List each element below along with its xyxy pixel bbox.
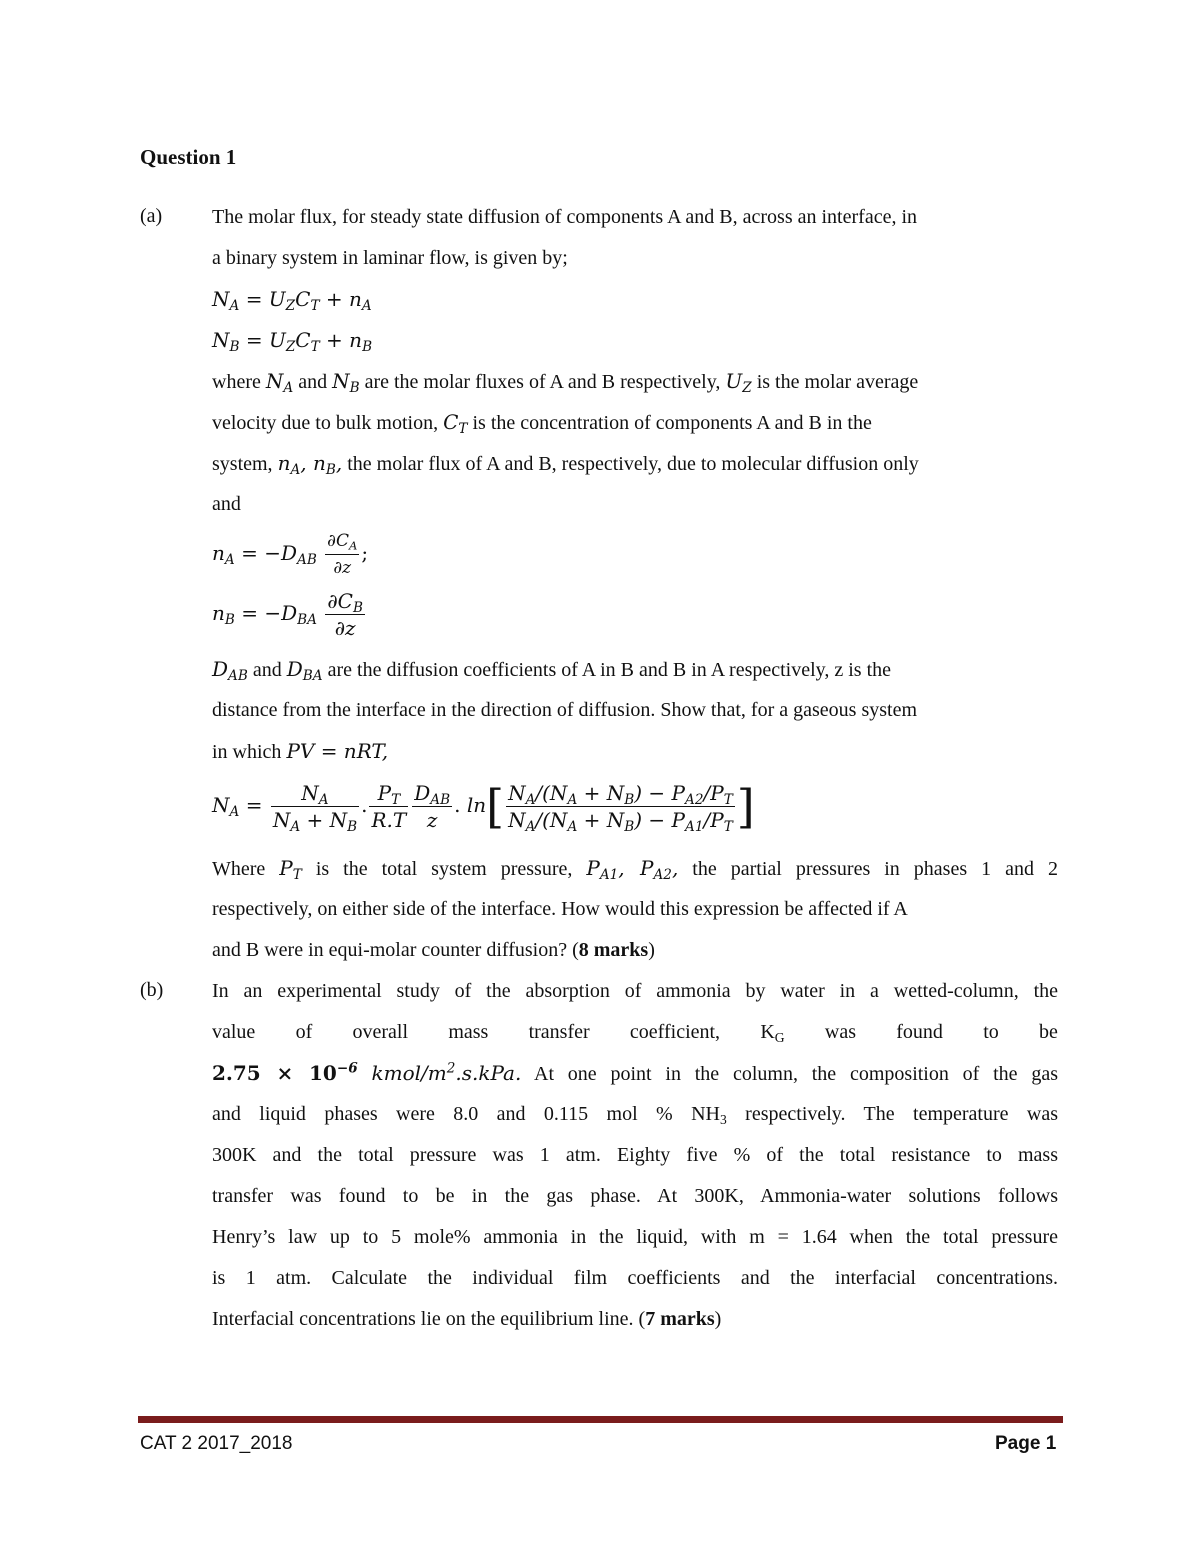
marks-a: 8 marks	[578, 939, 649, 961]
where-line-4: and	[212, 493, 241, 515]
part-b-line-4: and liquid phases were 8.0 and 0.115 mol % $NH_3$ respectively. The temperature was	[212, 1103, 1058, 1128]
part-b-line-2: value of overall mass transfer coefficient, $K_G$ was found to be	[212, 1021, 1058, 1046]
part-b-line-9: Interfacial concentrations lie on the equilibrium line. (7 marks)	[212, 1308, 722, 1330]
part-b-label: (b)	[140, 979, 164, 1001]
part-a-label: (a)	[140, 205, 163, 227]
part-b-line-1: In an experimental study of the absorption of ammonia by water in a wetted-column, the	[212, 980, 1058, 1002]
w-line-2: respectively, on either side of the interface. How would this expression be affected if A	[212, 898, 908, 920]
w-line-3: and B were in equi-molar counter diffusion? (8 marks)	[212, 939, 655, 961]
equation-fick-b: $n_B = -D_{BA}$ $\frac{\partial C_B}{\partial z}$	[212, 589, 363, 640]
part-b-line-7: Henry’s law up to 5 mole% ammonia in the liquid, with m = 1.64 when the total pressure	[212, 1226, 1058, 1248]
equation-na: $N_A = U_ZC_T + n_A$	[212, 287, 372, 315]
part-a-line-1: The molar flux, for steady state diffusion of components A and B, across an interface, in	[212, 206, 917, 228]
d-line-1: $D_{AB}$ and $D_{BA}$ are the diffusion coefficients of A in B and B in A respectively, z is the	[212, 657, 892, 685]
equation-fick-a: $n_A = -D_{AB}$ $\frac{\partial C_A}{\partial z}$ ;	[212, 528, 368, 581]
footer-exam-label: CAT 2 2017_2018	[140, 1433, 293, 1454]
d-line-3: in which PV = nRT,	[212, 739, 389, 763]
footer-rule	[138, 1416, 1063, 1423]
part-a-line-2: a binary system in laminar flow, is given by;	[212, 247, 568, 269]
part-b-line-8: is 1 atm. Calculate the individual film coefficients and the interfacial concentrations.	[212, 1267, 1058, 1289]
where-line-1: where $N_A$ and $N_B$ are the molar fluxes of A and B respectively, $U_Z$ is the molar average	[212, 369, 919, 397]
part-b-line-3: $2.75 \times 10^{-6}$ kmol/$m^2.s.kPa$. At one point in the column, the composition of the gas	[212, 1060, 1059, 1085]
marks-b: 7 marks	[645, 1308, 715, 1330]
where-line-3: system, $n_A$, $n_B$, the molar flux of A and B, respectively, due to molecular diffusion only	[212, 451, 919, 479]
equation-main: $N_A$ = $\frac{N_A}{N_A + N_B}$ . $\frac{P_T}{R.T}$ $\frac{D_{AB}}{z}$ . ln[ $\frac{N_A/(N_A + N_B) - P_{A2}/P_T}{N_A/(N_A + N_B) - P_{A1}/P_T}$ ]	[212, 779, 755, 836]
part-b-line-5: 300K and the total pressure was 1 atm. Eighty five % of the total resistance to mass	[212, 1144, 1058, 1166]
w-line-1: Where $P_T$ is the total system pressure, $P_{A1}$, $P_{A2}$, the partial pressures in phases 1 and 2	[212, 856, 1058, 884]
equation-nb: $N_B = U_ZC_T + n_B$	[212, 328, 373, 356]
d-line-2: distance from the interface in the direction of diffusion. Show that, for a gaseous system	[212, 699, 917, 721]
question-title: Question 1	[140, 145, 237, 169]
where-line-2: velocity due to bulk motion, $C_T$ is the concentration of components A and B in the	[212, 410, 872, 438]
footer-page-number: Page 1	[995, 1433, 1057, 1454]
part-b-line-6: transfer was found to be in the gas phase. At 300K, Ammonia-water solutions follows	[212, 1185, 1058, 1207]
